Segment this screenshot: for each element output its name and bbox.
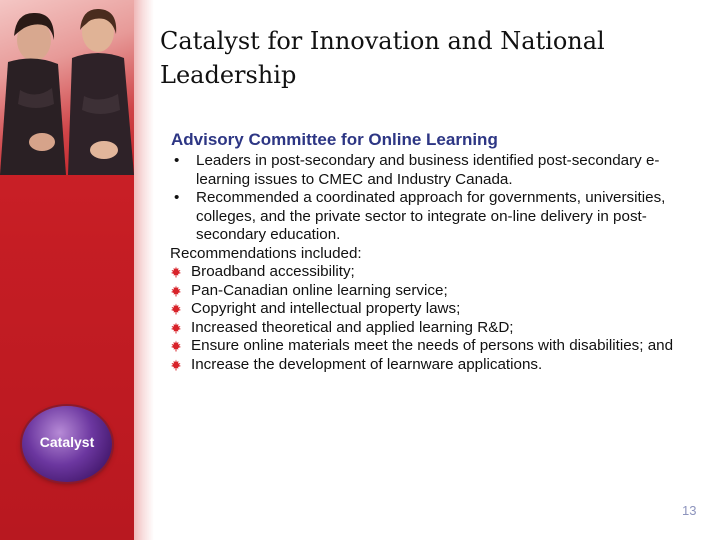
students-photo: [0, 0, 134, 175]
maple-leaf-icon: [170, 340, 182, 352]
recommendation-item: [170, 282, 710, 301]
recommendation-text: Pan-Canadian online learning service;: [191, 281, 448, 299]
recommendation-text: Increase the development of learnware applications.: [191, 355, 543, 373]
recommendation-item: [170, 263, 710, 282]
left-sidebar: [0, 0, 134, 540]
recommendation-item: [170, 319, 710, 338]
recommendation-text: Ensure online materials meet the needs of persons with disabilities; and: [191, 337, 674, 354]
bullet-item: [174, 189, 710, 245]
page-number: 13: [682, 503, 697, 518]
bullet-item: [174, 152, 710, 189]
recommendation-text: Increased theoretical and applied learning R&D;: [191, 318, 514, 336]
sidebar-fade-divider: [134, 0, 154, 540]
catalyst-badge-label: Catalyst: [39, 434, 95, 450]
recommendation-text: Copyright and intellectual property laws;: [191, 300, 461, 317]
bullet-text: Leaders in post-secondary and business identified post-secondary e-learning issues to CMEC and Industry Canada.: [196, 152, 660, 188]
bullet-text: Recommended a coordinated approach for governments, universities, colleges, and the private sector to integrate on-line delivery in post-secondary education.: [196, 189, 666, 243]
slide-body: [170, 152, 710, 374]
maple-leaf-icon: [170, 266, 182, 278]
recommendation-text: Broadband accessibility;: [191, 263, 355, 280]
slide-title: Catalyst for Innovation and National Leadership: [160, 27, 605, 89]
slide-subtitle: Advisory Committee for Online Learning: [171, 130, 498, 149]
recommendation-item: [170, 300, 710, 319]
recommendation-item: [170, 337, 710, 356]
catalyst-badge: [22, 406, 112, 482]
maple-leaf-icon: [170, 303, 182, 315]
recommendation-item: [170, 356, 710, 375]
bullet-dot-icon: •: [174, 189, 180, 206]
maple-leaf-icon: [170, 285, 182, 297]
recommendations-heading: Recommendations included:: [170, 244, 362, 262]
bullet-dot-icon: •: [174, 152, 180, 169]
maple-leaf-icon: [170, 322, 182, 334]
maple-leaf-icon: [170, 359, 182, 371]
